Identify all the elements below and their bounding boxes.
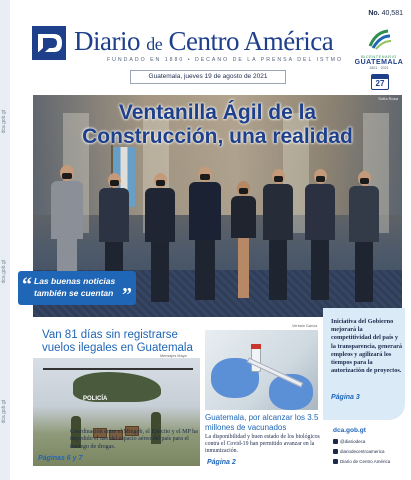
bicentenario-logo xyxy=(351,28,407,74)
newspaper-subtitle: FUNDADO EN 1880 • DECANO DE LA PRENSA DEL ISTMO xyxy=(107,57,344,63)
social-instagram[interactable] xyxy=(333,449,385,454)
side-text-bottom: dca.gob.gt xyxy=(1,400,7,424)
bicentenario-label: BICENTENARIO xyxy=(361,55,397,59)
dca-logo-icon xyxy=(32,26,66,60)
social-facebook-label: Diario de Centro América xyxy=(340,459,391,464)
story-vaccines-photo xyxy=(205,330,318,410)
issue-number xyxy=(368,10,403,17)
story-vaccines-text: La disponibilidad y buen estado de los biológicos contra el Covid-19 han permitido avanzar en la inmunización. xyxy=(205,434,320,454)
quote-open-icon: “ xyxy=(22,274,32,296)
social-twitter[interactable] xyxy=(333,439,365,444)
newspaper-title xyxy=(74,26,333,57)
social-twitter-label: @diariodeca xyxy=(340,439,366,444)
title-part1: Diario xyxy=(74,26,140,56)
side-strip xyxy=(0,0,10,480)
summary-box xyxy=(323,308,405,420)
badge-line-2: también se cuentan xyxy=(34,288,114,298)
side-text-top: dca.gob.gt xyxy=(1,110,7,134)
good-news-badge xyxy=(18,271,136,305)
website-link[interactable]: dca.gob.gt xyxy=(333,427,366,434)
hero-photo-credit: Sofía Rosa xyxy=(378,96,398,101)
issue-value: 40,581 xyxy=(381,10,403,17)
story-flights-title[interactable]: Van 81 días sin registrarse vuelos ilegales en Guatemala xyxy=(42,329,193,354)
calendar-day: 27 xyxy=(375,79,385,88)
social-facebook[interactable] xyxy=(333,459,390,464)
title-de: de xyxy=(146,34,163,54)
summary-page-link[interactable]: Página 3 xyxy=(331,394,360,401)
title-part2: Centro América xyxy=(168,26,334,56)
summary-text: Iniciativa del Gobierno mejorará la competitividad del país y la transparencia, generará empleos y agilizará los tiempos para la autorización de proyectos. xyxy=(331,318,403,375)
calendar-icon xyxy=(371,74,389,90)
story-vaccines-title[interactable]: Guatemala, por alcanzar los 3.5 millones de vacunados xyxy=(205,413,319,432)
bicentenario-mark-icon xyxy=(366,28,392,50)
date-line: Guatemala, jueves 19 de agosto de 2021 xyxy=(130,70,286,84)
helicopter-label: POLICÍA xyxy=(83,396,108,402)
quote-close-icon: ” xyxy=(122,284,132,306)
masthead xyxy=(10,0,411,92)
facebook-icon xyxy=(333,459,338,464)
story-flights-caption: Coordinación entre el Mingob, el Ejército y el MP ha impedido el uso del espacio aéreo del país para el trasiego de drogas. xyxy=(70,429,198,450)
bicentenario-years: 1821 · 2021 xyxy=(369,66,389,70)
story-flights-photo-credit: Mensajes Maya xyxy=(160,354,187,358)
story-flights-page-link[interactable]: Páginas 6 y 7 xyxy=(38,455,83,462)
story-vaccines-page-link[interactable]: Página 2 xyxy=(207,459,236,466)
badge-line-1: Las buenas noticias xyxy=(34,276,116,286)
headline-line-2: Construcción, una realidad xyxy=(82,125,353,148)
side-text-middle: dca.gob.gt xyxy=(1,260,7,284)
instagram-icon xyxy=(333,449,338,454)
twitter-icon xyxy=(333,439,338,444)
main-headline[interactable] xyxy=(33,101,402,149)
headline-line-1: Ventanilla Ágil de la xyxy=(118,101,317,124)
story-vaccines-photo-credit: Verbain García xyxy=(292,324,318,328)
guatemala-label: GUATEMALA xyxy=(354,59,404,66)
issue-label: No. xyxy=(368,10,380,17)
social-instagram-label: diariodecentroamerica xyxy=(340,449,385,454)
